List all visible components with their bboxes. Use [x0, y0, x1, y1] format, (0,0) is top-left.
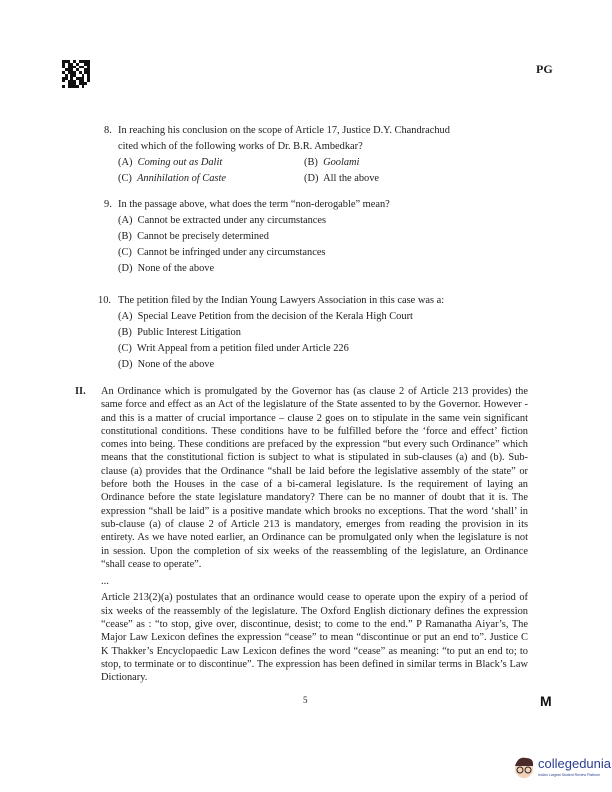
- option: (B) Public Interest Litigation: [118, 327, 241, 338]
- option: (D) None of the above: [118, 263, 215, 274]
- option: (D) All the above: [304, 173, 380, 184]
- option: (B) Cannot be precisely determined: [118, 231, 269, 242]
- mascot-logo-icon: [512, 754, 536, 782]
- option: (C) Writ Appeal from a petition filed under Article 226: [118, 343, 349, 354]
- option: (D) None of the above: [118, 359, 215, 370]
- brand-tagline: India's Largest Student Review Platform: [538, 773, 601, 777]
- passage-section: [0, 385, 612, 685]
- option: (A) Cannot be extracted under any circumstances: [118, 215, 327, 226]
- option: (A) Special Leave Petition from the decision of the Kerala High Court: [118, 311, 413, 322]
- option: (B) Goolami: [304, 157, 360, 168]
- collegedunia-watermark: [512, 752, 612, 788]
- option: (A) Coming out as Dalit: [118, 157, 223, 168]
- question-8: [104, 123, 534, 187]
- brand-name: collegedunia: [538, 756, 612, 771]
- question-text: cited which of the following works of Dr. B.R. Ambedkar?: [118, 141, 363, 152]
- option: (C) Cannot be infringed under any circumstances: [118, 247, 326, 258]
- section-number: II.: [75, 386, 86, 397]
- page-content: [0, 123, 612, 713]
- qr-module: [87, 85, 90, 88]
- question-number: 10.: [98, 295, 111, 306]
- page-footer: [0, 693, 612, 713]
- option: (C) Annihilation of Caste: [118, 173, 226, 184]
- question-number: 8.: [104, 125, 112, 136]
- question-text: In reaching his conclusion on the scope of Article 17, Justice D.Y. Chandrachud: [118, 125, 450, 136]
- question-text: In the passage above, what does the term “non-derogable” mean?: [118, 199, 390, 210]
- ellipsis: ...: [101, 576, 109, 588]
- passage-paragraph: Article 213(2)(a) postulates that an ordinance would cease to operate upon the expiry of a period of six weeks of the reassembly of the legislature. The Oxford English dictionary defines the expression “cease” as : “to stop, give over, discontinue, desist; to come to the end.” P Ramanatha Aiyar’s, The Major Law Lexicon defines the expression “cease” to mean “discontinue or put an end to”. Justice C K Thakker’s Encyclopaedic Law Lexicon defines the word “cease” as meaning: “to put an end to; to stop, to terminate or to discontinue”. The expression has been defined in similar terms in Black’s Law Dictionary.: [101, 592, 528, 684]
- question-number: 9.: [104, 199, 112, 210]
- question-10: [98, 293, 528, 373]
- page-number: 5: [303, 694, 308, 705]
- question-9: [104, 197, 534, 277]
- paper-code: PG: [536, 62, 553, 76]
- passage-paragraph: An Ordinance which is promulgated by the Governor has (as clause 2 of Article 213 provides) the same force and effect as an Act of the legislature of the State assented to by the Governor. However - and this is a matter of crucial importance – clause 2 goes on to stipulate in the same vein significant constitutional conditions. These conditions have to be fulfilled before the ‘force and effect’ fiction comes into being. These conditions are prefaced by the expression “but every such Ordinance” which means that the constitutional fiction is subject to what is stipulated in sub-clauses (a) and (b). Sub-clause (a) provides that the Ordinance “shall be laid before the legislative assembly of the state” or before both the Houses in the case of a bi-cameral legislature. Is the requirement of laying an Ordinance before the state legislature mandatory? There can be no manner of doubt that it is. The expression “shall be laid” is a positive mandate which brooks no exceptions. That the word ‘shall’ in sub-clause (a) of clause 2 of Article 213 is mandatory, emerges from reading the provision in its entirety. As we have noted earlier, an Ordinance can be promulgated only when the legislature is not in session. Upon the completion of six weeks of the reassembling of the legislature, an Ordinance “shall cease to operate”.: [101, 386, 528, 570]
- set-code: M: [540, 692, 552, 709]
- options: [118, 155, 534, 187]
- question-text: The petition filed by the Indian Young Lawyers Association in this case was a:: [118, 295, 445, 306]
- qr-code: [62, 60, 90, 88]
